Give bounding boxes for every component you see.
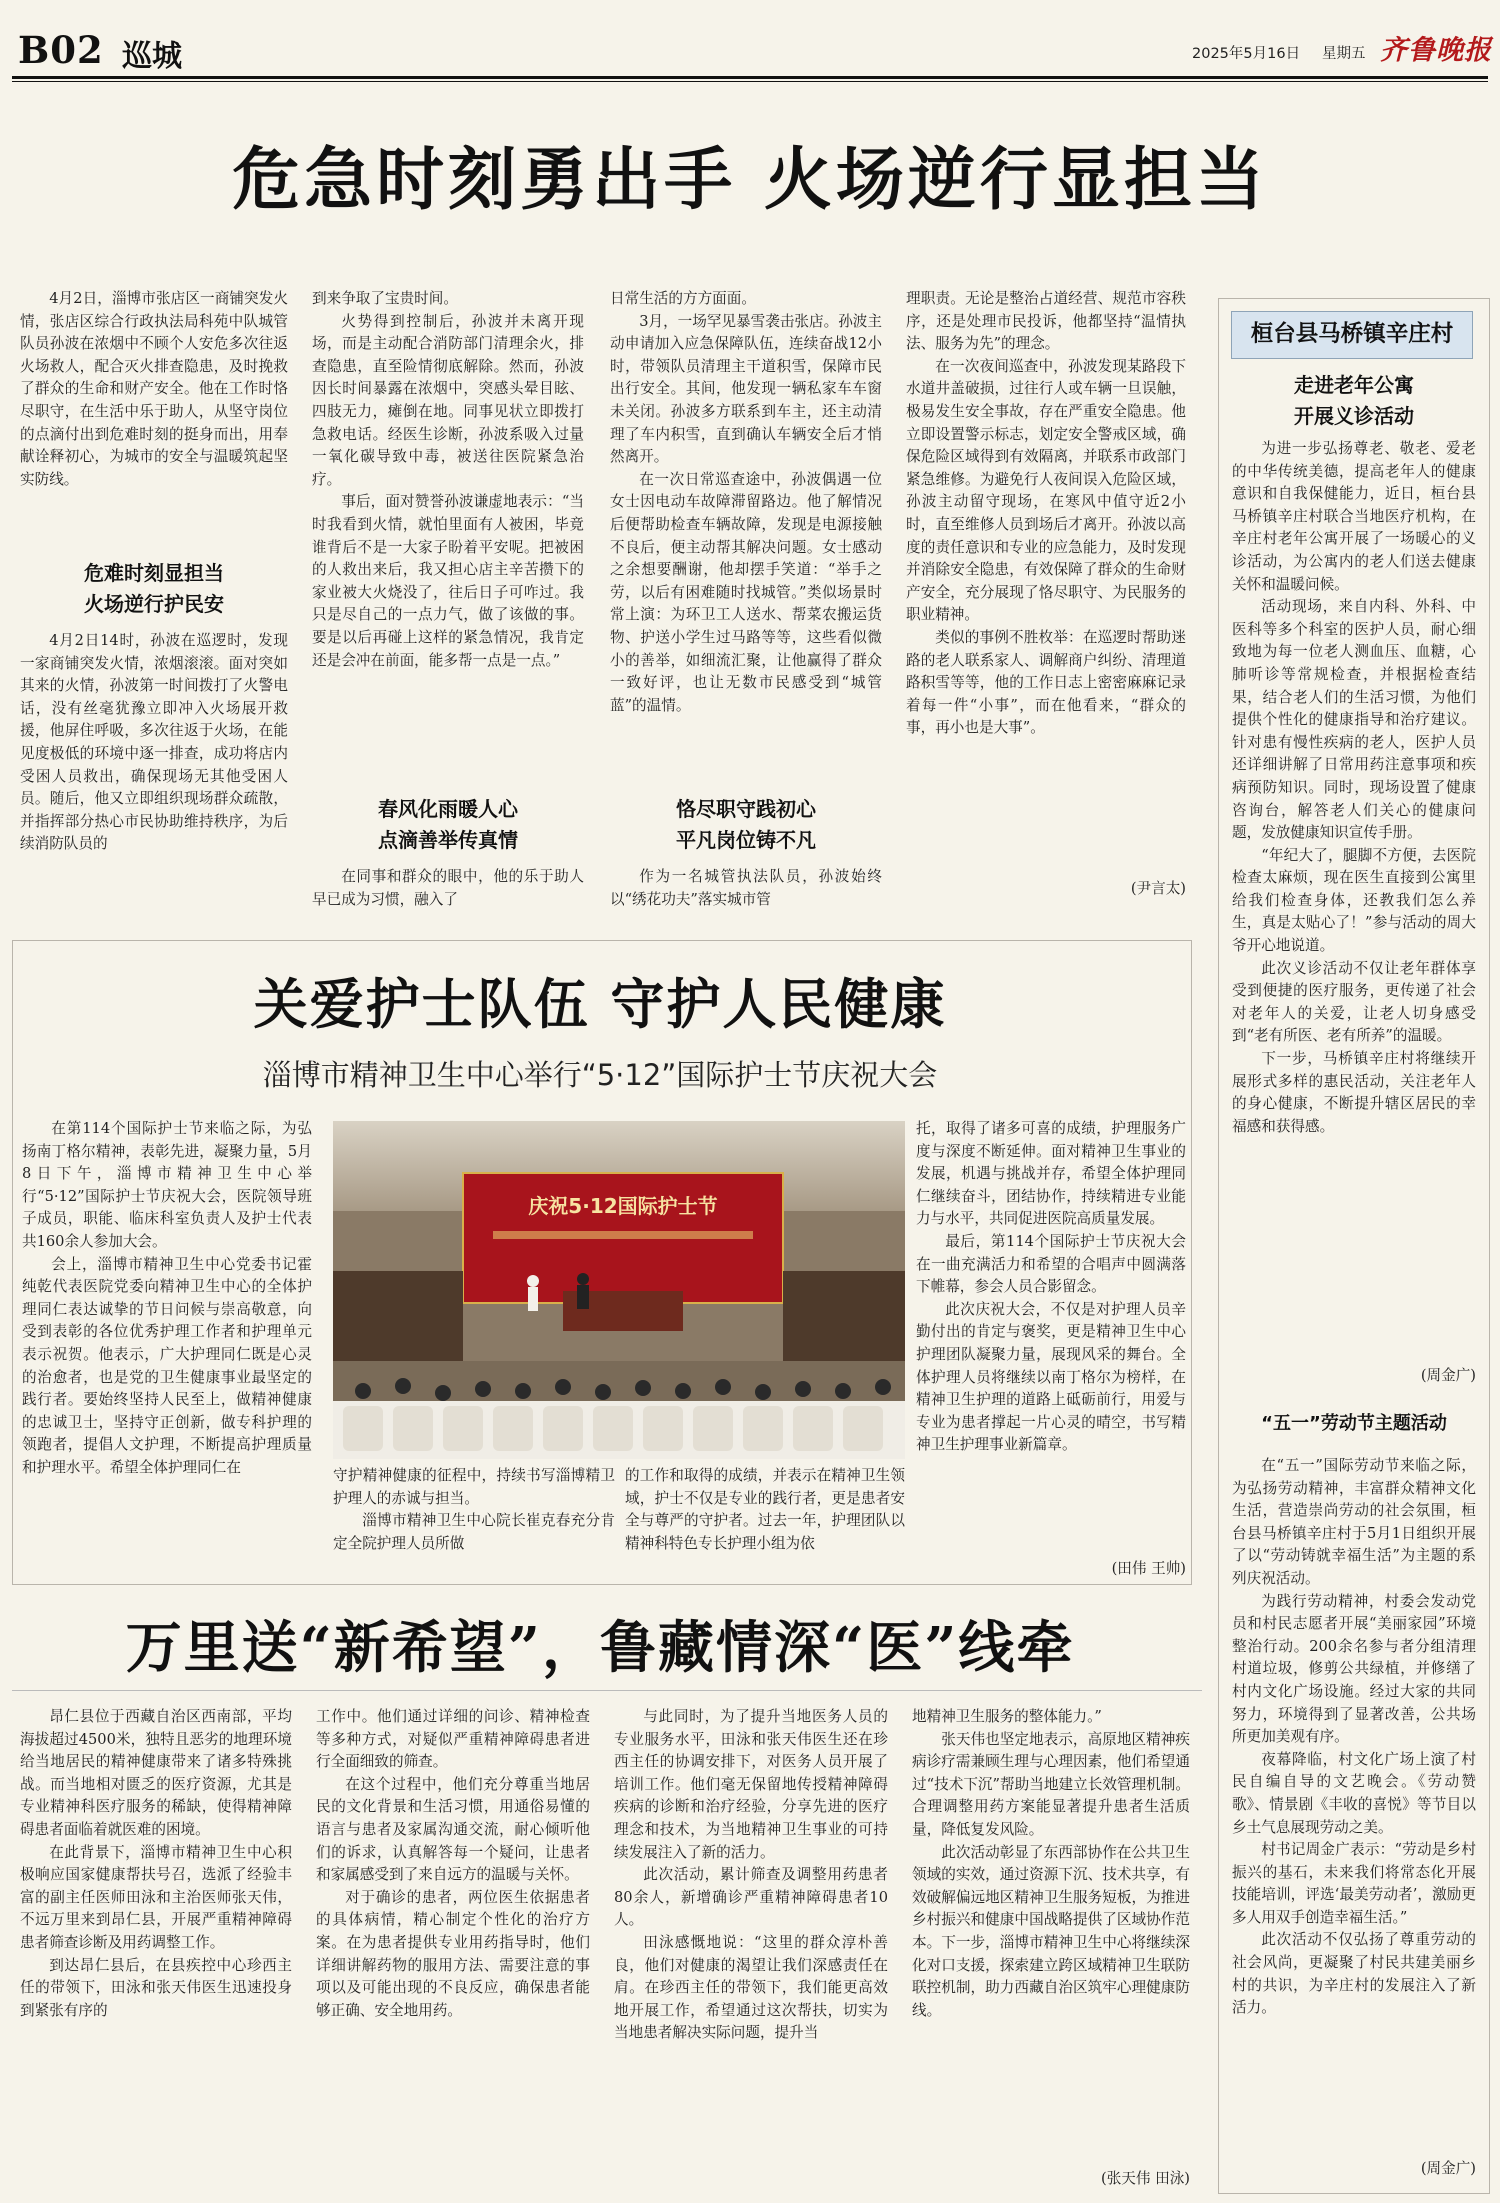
article1-col4 — [906, 288, 1186, 896]
article1-para: 事后，面对赞誉孙波谦虚地表示：“当时我看到火情，就怕里面有人被困，毕竟谁背后不是一大家子盼着平安呢。把被困的人救出来后，我又担心店主辛苦攒下的家业被大火烧没了，往后日子可咋过。我只是尽自己的一点力气，做了该做的事。要是以后再碰上这样的紧急情况，我肯定还是会冲在前面，能多帮一点是一点。” — [312, 493, 584, 669]
article3-col2 — [316, 1706, 590, 2196]
article3-para: 昂仁县位于西藏自治区西南部，平均海拔超过4500米，独特且恶劣的地理环境给当地居民的精神健康带来了诸多特殊挑战。而当地相对匮乏的医疗资源，尤其是专业精神科医疗服务的稀缺，使得精神障碍患者面临着就医难的困境。 — [20, 1708, 292, 1838]
article1-col2 — [312, 288, 584, 786]
article3-para: 地精神卫生服务的整体能力。” — [912, 1708, 1102, 1725]
sidebar-para: 下一步，马桥镇辛庄村将继续开展形式多样的惠民活动，关注老年人的身心健康，不断提升辖区居民的幸福感和获得感。 — [1232, 1050, 1476, 1135]
article3-para: 与此同时，为了提升当地医务人员的专业服务水平，田泳和张天伟医生还在珍西主任的协调安排下，对医务人员开展了培训工作。他们毫无保留地传授精神障碍疾病的诊断和治疗经验，分享先进的医疗理念和技术，为当地精神卫生事业的可持续发展注入了新的活力。 — [614, 1708, 888, 1861]
article1-subhead-3: 恪尽职守践初心 平凡岗位铸不凡 — [676, 797, 816, 852]
header-rule-thin — [12, 81, 1488, 82]
photo-illustration — [333, 1121, 905, 1459]
article3-para: 到达昂仁县后，在县疾控中心珍西主任的带领下，田泳和张天伟医生迅速投身到紧张有序的 — [20, 1956, 292, 2019]
article1-para: 3月，一场罕见暴雪袭击张店。孙波主动申请加入应急保障队伍，连续奋战12小时，带领队员清理主干道积雪，保障市民出行安全。其间，他发现一辆私家车车窗未关闭。孙波多方联系到车主，还主动清理了车内积雪，直到确认车辆安全后才悄然离开。 — [610, 312, 882, 466]
article1-para: 4月2日，淄博市张店区一商铺突发火情，张店区综合行政执法局科苑中队城管队员孙波在浓烟中不顾个人安危多次往返火场救人，配合灭火排查隐患，及时挽救了群众的生命和财产安全。他在工作时恪尽职守，在生活中乐于助人，从坚守岗位的点滴付出到危难时刻的挺身而出，用奉献诠释初心，为城市的安全与温暖筑起坚实防线。 — [20, 290, 288, 488]
article2-para: 在第114个国际护士节来临之际，为弘扬南丁格尔精神，表彰先进，凝聚力量，5月8日下午，淄博市精神卫生中心举行“5·12”国际护士节庆祝大会，医院领导班子成员，职能、临床科室负责人及护士代表共160余人参加大会。 — [22, 1120, 312, 1250]
article1-para: 4月2日14时，孙波在巡逻时，发现一家商铺突发火情，浓烟滚滚。面对突如其来的火情，孙波第一时间拨打了火警电话，没有丝毫犹豫立即冲入火场展开救援，他屏住呼吸，多次往返于火场，在能见度极低的环境中逐一排查，成功将店内受困人员救出，确保现场无其他受困人员。随后，他又立即组织现场群众疏散，并指挥部分热心市民协助维持秩序，为后续消防队员的 — [20, 632, 288, 853]
article2-para: 最后，第114个国际护士节庆祝大会在一曲充满活力和希望的合唱声中圆满落下帷幕，参会人员合影留念。 — [916, 1232, 1186, 1296]
article1-para: 火势得到控制后，孙波并未离开现场，而是主动配合消防部门清理余火，排查隐患，直至险情彻底解除。然而，孙波因长时间暴露在浓烟中，突感头晕目眩、四肢无力，瘫倒在地。同事见状立即拨打急救电话。经医生诊断，孙波系吸入过量一氧化碳导致中毒，被送往医院紧急治疗。 — [312, 312, 584, 488]
sidebar-para: 夜幕降临，村文化广场上演了村民自编自导的文艺晚会。《劳动赞歌》、情景剧《丰收的喜悦》等节目以乡土气息展现劳动之美。 — [1232, 1750, 1476, 1836]
sidebar-para: 此次活动不仅弘扬了尊重劳动的社会风尚，更凝聚了村民共建美丽乡村的共识，为辛庄村的发展注入了新活力。 — [1232, 1931, 1476, 2017]
article2-headline: 关爱护士队伍 守护人民健康 — [253, 972, 947, 1036]
article3-para: 对于确诊的患者，两位医生依据患者的具体病情，精心制定个性化的治疗方案。在为患者提供专业用药指导时，他们详细讲解药物的服用方法、需要注意的事项以及可能出现的不良反应，确保患者能够正确、安全地用药。 — [316, 1888, 590, 2019]
article3-signature: (张天伟 田泳) — [1101, 2170, 1190, 2187]
sidebar-tag: 桓台县马桥镇辛庄村 — [1231, 311, 1473, 359]
sidebar-para: 为践行劳动精神，村委会发动党员和村民志愿者开展“美丽家园”环境整治行动。200余名参与者分组清理村道垃圾，修剪公共绿植，并修缮了村内文化广场设施。经过大家的共同努力，环境得到了显著改善，公共场所更加美观有序。 — [1232, 1592, 1476, 1746]
sidebar-para: 此次义诊活动不仅让老年群体享受到便捷的医疗服务，更传递了社会对老年人的关爱，让老人切身感受到“老有所医、老有所养”的温暖。 — [1232, 959, 1476, 1045]
article3-col4 — [912, 1706, 1190, 2166]
sidebar-sig2: (周金广) — [1420, 2160, 1476, 2177]
article3-para: 张天伟也坚定地表示，高原地区精神疾病诊疗需兼顾生理与心理因素，他们希望通过“技术下沉”帮助当地建立长效管理机制。合理调整用药方案能显著提升患者生活质量，降低复发风险。 — [912, 1730, 1190, 1838]
sidebar-sig1: (周金广) — [1420, 1367, 1476, 1384]
article1-col3 — [610, 288, 882, 786]
article1-col1b — [20, 630, 288, 956]
article3-para: 在此背景下，淄博市精神卫生中心积极响应国家健康帮扶号召，选派了经验丰富的副主任医师田泳和主治医师张天伟，不远万里来到昂仁县，开展严重精神障碍患者筛查诊断及用药调整工作。 — [20, 1843, 292, 1951]
article1-subhead-2: 春风化雨暖人心 点滴善举传真情 — [378, 797, 518, 852]
article2-para: 会上，淄博市精神卫生中心党委书记霍纯乾代表医院党委向精神卫生中心的全体护理同仁表达诚挚的节日问候与崇高敬意，向受到表彰的各位优秀护理工作者和护理单元表示祝贺。他表示，广大护理同仁既是心灵的治愈者，也是党的卫生健康事业最坚定的践行者。要始终坚持人民至上，做精神健康的忠诚卫士，坚持守正创新，做专科护理的领跑者，提倡人文护理，不断提高护理质量和护理水平。希望全体护理同仁在 — [22, 1255, 312, 1476]
article2-para: 此次庆祝大会，不仅是对护理人员辛勤付出的肯定与褒奖，更是精神卫生中心护理团队凝聚力量，展现风采的舞台。全体护理人员将继续以南丁格尔为榜样，在精神卫生护理的道路上砥砺前行，用爱与专业为患者撑起一片心灵的晴空，书写精神卫生护理事业新篇章。 — [916, 1300, 1186, 1454]
nurses-day-photo — [333, 1121, 905, 1459]
article2-col3 — [625, 1465, 905, 1580]
article1-para: 在一次日常巡查途中，孙波偶遇一位女士因电动车故障滞留路边。他了解情况后便帮助检查车辆故障，发现是电源接触不良后，便主动帮其解决问题。女士感动之余想要酬谢，他却摆手笑道：“举手之劳，以后有困难随时找城管。”类似场景时常上演：为环卫工人送水、帮菜农搬运货物、护送小学生过马路等等，这些看似微小的善举，如细流汇聚，让他赢得了群众一致好评，也让无数市民感受到“城管蓝”的温情。 — [610, 470, 882, 714]
sidebar-story1-title: 走进老年公寓 开展义诊活动 — [1294, 373, 1414, 428]
photo-banner-text: 庆祝5·12国际护士节 — [528, 1194, 718, 1218]
sidebar-story2-body — [1232, 1455, 1476, 2155]
article2-para: 守护精神健康的征程中，持续书写淄博精卫护理人的赤诚与担当。 — [333, 1467, 615, 1507]
sidebar-para: 活动现场，来自内科、外科、中医科等多个科室的医护人员，耐心细致地为每一位老人测血压、血糖，心肺听诊等常规检查，并根据检查结果，结合老人们的生活习惯，为他们提供个性化的健康指导和治疗建议。针对患有慢性疾病的老人，医护人员还详细讲解了日常用药注意事项和疾病预防知识。同时，现场设置了健康咨询台，解答老人们关心的健康问题，发放健康知识宣传手册。 — [1232, 598, 1476, 842]
article3-para: 田泳感慨地说：“这里的群众淳朴善良，他们对健康的渴望让我们深感责任在肩。在珍西主任的带领下，我们能更高效地开展工作，希望通过这次帮扶，切实为当地患者解决实际问题，提升当 — [614, 1933, 888, 2042]
article3-para: 工作中。他们通过详细的问诊、精神检查等多种方式，对疑似严重精神障碍患者进行全面细致的筛查。 — [316, 1708, 590, 1771]
issue-weekday: 星期五 — [1322, 46, 1366, 62]
article3-headline: 万里送“新希望”，鲁藏情深“医”线牵 — [125, 1615, 1075, 1681]
section-name: 巡城 — [122, 39, 182, 74]
article2-col4 — [916, 1118, 1186, 1580]
sidebar-story1-body — [1232, 438, 1476, 1386]
article3-col1 — [20, 1706, 292, 2196]
article3-para: 在这个过程中，他们充分尊重当地居民的文化背景和生活习惯，用通俗易懂的语言与患者及家属沟通交流，耐心倾听他们的诉求，认真解答每一个疑问，让患者和家属感受到了来自远方的温暖与关怀。 — [316, 1775, 590, 1884]
article1-para: 类似的事例不胜枚举：在巡逻时帮助迷路的老人联系家人、调解商户纠纷、清理道路积雪等等，他的工作日志上密密麻麻记录着每一件“小事”，而在他看来，“群众的事，再小也是大事”。 — [906, 628, 1186, 737]
article3-col3 — [614, 1706, 888, 2196]
article2-para: 托，取得了诸多可喜的成绩，护理服务广度与深度不断延伸。面对精神卫生事业的发展，机遇与挑战并存，希望全体护理同仁继续奋斗，团结协作，持续精进专业能力与水平，共同促进医院高质量发展。 — [916, 1120, 1186, 1228]
sidebar-story2-title: “五一”劳动节主题活动 — [1261, 1413, 1447, 1434]
article1-para: 日常生活的方方面面。 — [610, 290, 756, 307]
article2-para: 的工作和取得的成绩，并表示在精神卫生领域，护士不仅是专业的践行者，更是患者安全与尊严的守护者。过去一年，护理团队以精神科特色专长护理小组为依 — [625, 1467, 905, 1552]
article3-para: 此次活动彰显了东西部协作在公共卫生领域的实效，通过资源下沉、技术共享，有效破解偏远地区精神卫生服务短板，为推进乡村振兴和健康中国战略提供了区域协作范本。下一步，淄博市精神卫生中心将继续深化对口支援，探索建立跨区域精神卫生联防联控机制，助力西藏自治区筑牢心理健康防线。 — [912, 1843, 1190, 2019]
sidebar-para: 在“五一”国际劳动节来临之际，为弘扬劳动精神，丰富群众精神文化生活，营造崇尚劳动的社会氛围，桓台县马桥镇辛庄村于5月1日组织开展了以“劳动铸就幸福生活”为主题的系列庆祝活动。 — [1232, 1457, 1476, 1587]
sidebar-para: “年纪大了，腿脚不方便，去医院检查太麻烦，现在医生直接到公寓里给我们检查身体，还教我们怎么养生，真是太贴心了！”参与活动的周大爷开心地说道。 — [1232, 846, 1476, 955]
sidebar-para: 村书记周金广表示：“劳动是乡村振兴的基石，未来我们将常态化开展技能培训，评选‘最美劳动者’，激励更多人用双手创造幸福生活。” — [1232, 1841, 1476, 1926]
article1-para: 在一次夜间巡查中，孙波发现某路段下水道井盖破损，过往行人或车辆一旦误触，极易发生安全事故，存在严重安全隐患。他立即设置警示标志，划定安全警戒区域，确保危险区域得到有效隔离，并联系市政部门紧急维修。为避免行人夜间误入危险区域，孙波主动留守现场，在寒风中值守近2小时，直至维修人员到场后才离开。孙波以高度的责任意识和专业的应急能力，及时发现并消除安全隐患，有效保障了群众的生命财产安全，充分展现了恪尽职守、为民服务的职业精神。 — [906, 357, 1186, 624]
article1-para: 在同事和群众的眼中，他的乐于助人早已成为习惯，融入了 — [312, 868, 584, 908]
article3-rule — [12, 1690, 1202, 1691]
article1-signature: (尹言太) — [1130, 880, 1186, 897]
article2-subtitle: 淄博市精神卫生中心举行“5·12”国际护士节庆祝大会 — [262, 1058, 938, 1092]
article2-col2 — [333, 1465, 615, 1580]
article1-headline: 危急时刻勇出手 火场逆行显担当 — [232, 140, 1268, 220]
article1-col1 — [20, 288, 288, 546]
article2-para: 淄博市精神卫生中心院长崔克春充分肯定全院护理人员所做 — [333, 1512, 615, 1552]
article2-signature: (田伟 王帅) — [1111, 1560, 1186, 1577]
newspaper-logo: 齐鲁晚报 — [1380, 35, 1492, 66]
article1-subhead-1: 危难时刻显担当 火场逆行护民安 — [84, 561, 224, 616]
article3-para: 此次活动，累计筛查及调整用药患者80余人，新增确诊严重精神障碍患者10人。 — [614, 1866, 888, 1929]
header-rule — [12, 76, 1488, 79]
sidebar-para: 为进一步弘扬尊老、敬老、爱老的中华传统美德，提高老年人的健康意识和自我保健能力，近日，桓台县马桥镇辛庄村联合当地医疗机构，在辛庄村老年公寓开展了一场暖心的义诊活动，为公寓内的老人们送去健康关怀和温暖问候。 — [1232, 440, 1476, 593]
article2-col1 — [22, 1118, 312, 1578]
article1-para: 理职责。无论是整治占道经营、规范市容秩序，还是处理市民投诉，他都坚持“温情执法、服务为先”的理念。 — [906, 290, 1186, 353]
article1-para: 作为一名城管执法队员，孙波始终以“绣花功夫”落实城市管 — [610, 868, 882, 908]
issue-date: 2025年5月16日 — [1192, 46, 1301, 62]
article1-para: 到来争取了宝贵时间。 — [312, 290, 458, 307]
page-number: B02 — [18, 28, 104, 72]
